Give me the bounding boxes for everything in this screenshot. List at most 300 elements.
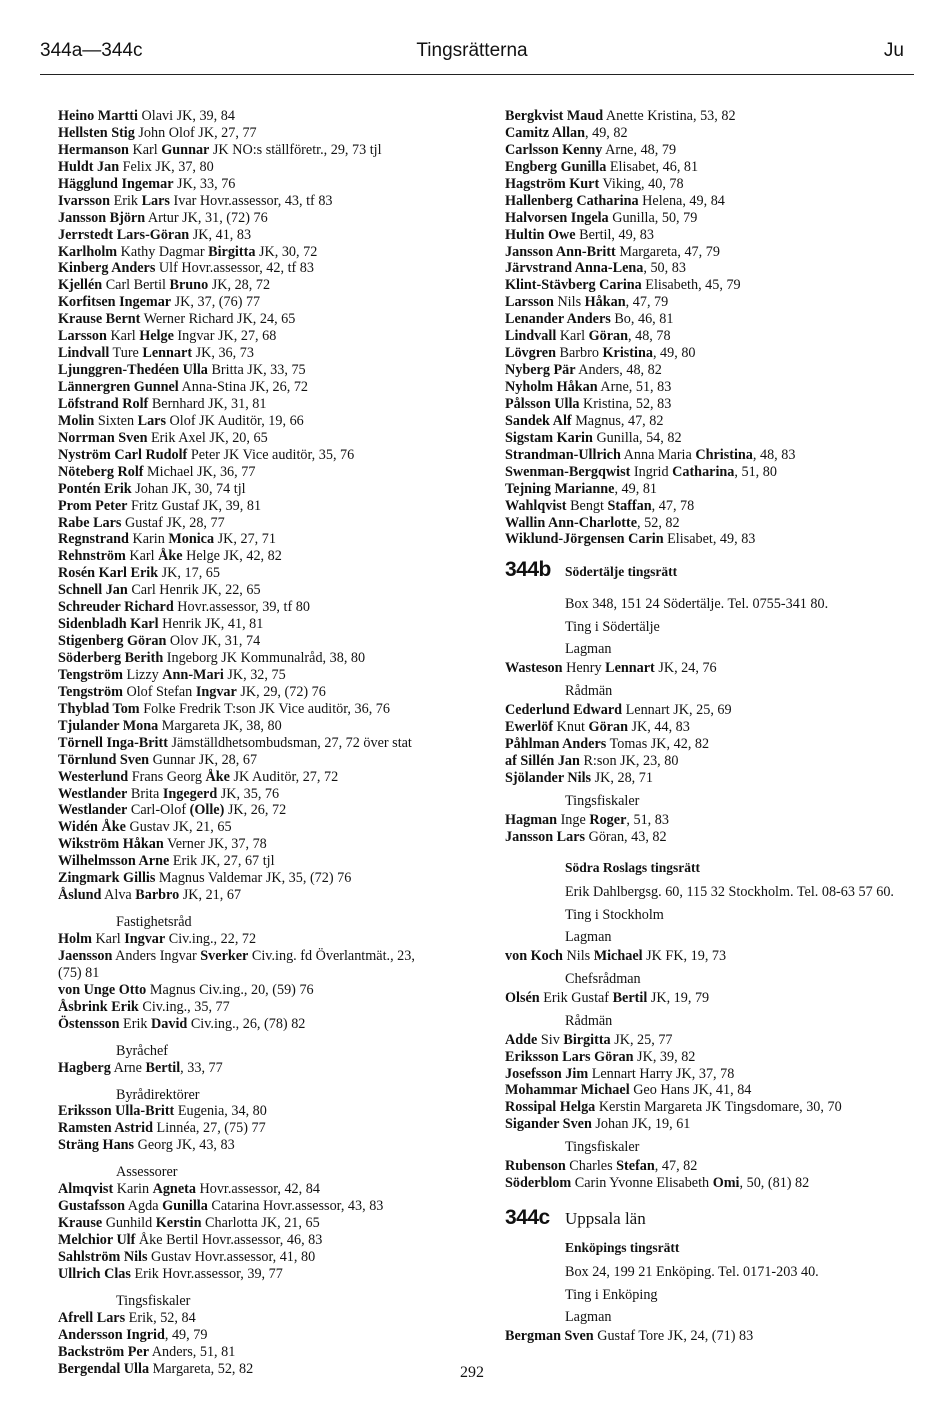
entry-name-part: Ivarsson — [58, 192, 111, 209]
entry-name-part: Christina — [695, 446, 753, 463]
entry-line — [58, 1016, 478, 1033]
entry-line — [58, 531, 478, 548]
entry-name: Engberg Gunilla — [505, 158, 607, 175]
entry-details-part: JK, 36, 73 — [192, 345, 254, 362]
entry-line — [58, 362, 478, 379]
entry-name: Pålsson Ulla — [505, 395, 580, 412]
entry-name: Järvstrand Anna-Lena — [505, 260, 644, 277]
spacer — [58, 1033, 478, 1043]
entry-line — [505, 227, 917, 244]
entry-name: von Unge Otto — [58, 981, 147, 998]
entry-details-part: Civ.ing., 22, 72 — [165, 931, 257, 947]
entry-line — [58, 965, 478, 982]
entry-details-part: JK, 26, 72 — [224, 802, 287, 819]
entry-details-part: JK FK, 19, 73 — [642, 947, 727, 964]
entry-line — [505, 990, 917, 1007]
entry-name-part: Rubenson — [505, 1158, 566, 1175]
entry-name-part: Catharina — [672, 463, 735, 480]
entry-line — [505, 719, 917, 736]
entry-name: Wilhelmsson Arne — [58, 853, 170, 870]
entry-line — [505, 1099, 917, 1116]
entry-line — [505, 210, 917, 227]
court-address: Erik Dahlbergsg. 60, 115 32 Stockholm. Tel. 08-63 57 60. — [565, 883, 894, 900]
page-header-section-range: 344a—344c — [40, 40, 143, 61]
entry-line — [505, 396, 917, 413]
entry-name-part: Wahlqvist — [505, 497, 567, 514]
entry-details: Verner JK, 37, 78 — [163, 836, 267, 853]
entry-line — [505, 498, 917, 515]
header-rule — [40, 74, 914, 75]
entry-line — [58, 582, 478, 599]
spacer — [505, 846, 917, 860]
entry-name-part: Hagman — [505, 811, 558, 828]
entry-details-part: Helge JK, 42, 82 — [182, 548, 282, 565]
entry-line — [58, 227, 478, 244]
entry-name-part: von Koch — [505, 947, 563, 964]
entry-details-part: Civ.ing., 26, (78) 82 — [187, 1015, 306, 1032]
entry-details: Anna-Stina JK, 26, 72 — [178, 379, 309, 395]
entry-name-part: Westlander — [58, 785, 128, 802]
entry-details-part: , 49, 80 — [652, 345, 696, 362]
entry-name-part: Almqvist — [58, 1181, 114, 1198]
entry-name-part: Adde — [505, 1031, 538, 1048]
left-column — [58, 108, 478, 1378]
entry-details-part: Kathy Dagmar — [117, 243, 209, 260]
entry-name-part: Lindvall — [58, 345, 110, 362]
role-heading: Assessorer — [116, 1164, 178, 1181]
entry-name: Ramsten Astrid — [58, 1120, 153, 1137]
entry-name-part: Staffan — [607, 497, 652, 514]
entry-details-part: JK, 44, 83 — [627, 719, 690, 736]
entry-name-part: Åke — [205, 768, 230, 785]
entry-name: Halvorsen Ingela — [505, 209, 609, 226]
entry-details-part: Karl — [128, 141, 162, 158]
entry-details: Elisabeth, 45, 79 — [641, 277, 741, 294]
entry-details: Artur JK, 31, (72) 76 — [145, 209, 268, 226]
entry-line — [58, 159, 478, 176]
entry-name-part: Omi — [712, 1175, 740, 1192]
entry-line — [505, 515, 917, 532]
entry-name: Rosén Karl Erik — [58, 565, 159, 582]
entry-name-part: Michael — [593, 947, 643, 964]
entry-details-part: Frans Georg — [128, 768, 206, 785]
entry-line — [58, 176, 478, 193]
entry-line — [58, 244, 478, 261]
entry-name-part: Hermanson — [58, 141, 129, 158]
entry-line — [58, 1232, 478, 1249]
entry-line — [505, 345, 917, 362]
entry-details-part: Catarina Hovr.assessor, 43, 83 — [207, 1198, 384, 1215]
entry-details-part: JK, 19, 79 — [647, 989, 710, 1006]
entry-line — [58, 836, 478, 853]
entry-line — [505, 812, 917, 829]
entry-details-part: JK, 27, 71 — [214, 531, 276, 548]
entry-name: Tejning Marianne — [505, 480, 615, 497]
entry-name: Hallenberg Catharina — [505, 192, 639, 209]
entry-line — [505, 531, 917, 548]
entry-line — [58, 464, 478, 481]
entry-name-part: Göran — [588, 328, 628, 345]
entry-details-part: Charles — [565, 1158, 617, 1175]
entry-details-part: Göran, 43, 82 — [585, 828, 667, 845]
entry-name: Eriksson Ulla-Britt — [58, 1103, 175, 1120]
entry-details: Margareta JK, 38, 80 — [158, 717, 282, 734]
entry-details-part: Lizzy — [122, 666, 163, 683]
entry-line — [505, 702, 917, 719]
entry-details: Arne, 48, 79 — [602, 141, 677, 158]
entry-details: Carl Henrik JK, 22, 65 — [127, 582, 261, 599]
entry-name-part: (Olle) — [189, 802, 225, 819]
entry-line — [505, 1158, 917, 1175]
entry-details: Folke Fredrik T:son JK Vice auditör, 36, 76 — [139, 700, 390, 717]
entry-name-part: Agneta — [152, 1181, 196, 1198]
entry-line — [58, 430, 478, 447]
entry-name: Ullrich Clas — [58, 1265, 131, 1282]
entry-line — [58, 1249, 478, 1266]
spacer — [58, 1154, 478, 1164]
entry-line — [58, 1198, 478, 1215]
entry-name: Norrman Sven — [58, 429, 148, 446]
role-heading: Lagman — [565, 1309, 612, 1326]
entry-details-part: JK Auditör, 27, 72 — [229, 768, 339, 785]
entry-name-part: Gunilla — [162, 1198, 208, 1215]
entry-line — [58, 999, 478, 1016]
entry-name: Thyblad Tom — [58, 700, 140, 717]
entry-details: Gustav Hovr.assessor, 41, 80 — [147, 1248, 316, 1265]
role-heading: Tingsfiskaler — [116, 1292, 191, 1309]
entry-details: Johan JK, 30, 74 tjl — [131, 480, 246, 497]
entry-line — [58, 413, 478, 430]
role-heading: Tingsfiskaler — [565, 1139, 640, 1156]
entry-name-part: Ann-Mari — [162, 666, 224, 683]
entry-line — [58, 667, 478, 684]
section-heading — [505, 1206, 917, 1240]
entry-details: Bernhard JK, 31, 81 — [148, 395, 267, 412]
entry-line — [58, 633, 478, 650]
spacer — [58, 904, 478, 914]
entry-details: Bertil, 49, 83 — [575, 226, 654, 243]
entry-details: Bo, 46, 81 — [610, 311, 674, 328]
entry-name-part: David — [151, 1015, 188, 1032]
court-address: Box 348, 151 24 Södertälje. Tel. 0755-341 80. — [565, 596, 829, 613]
entry-details-part: , 48, 78 — [628, 328, 671, 345]
entry-details: , 52, 82 — [637, 514, 680, 531]
entry-details: Magnus Civ.ing., 20, (59) 76 — [146, 981, 314, 998]
entry-details-part: , 51, 83 — [626, 811, 669, 828]
entry-details: Johan JK, 19, 61 — [591, 1116, 691, 1133]
entry-name: Lännergren Gunnel — [58, 379, 179, 395]
entry-details-part: , 48, 83 — [752, 446, 796, 463]
entry-details-part: , 33, 77 — [180, 1059, 223, 1076]
entry-details-part: Nils — [553, 294, 585, 311]
entry-details: Peter JK Vice auditör, 35, 76 — [187, 446, 355, 463]
entry-details-part: Nils — [562, 947, 594, 964]
entry-details: JK, 17, 65 — [158, 565, 220, 582]
entry-line — [505, 770, 917, 787]
section-heading — [505, 558, 917, 592]
entry-details-part: Ingrid — [630, 463, 673, 480]
entry-name-part: Bergman Sven — [505, 1328, 594, 1345]
entry-details-part: Ingvar JK, 27, 68 — [173, 328, 277, 345]
entry-name-part: Ingegerd — [162, 785, 218, 802]
entry-details-part: Karin — [113, 1181, 153, 1198]
entry-name-part: Molin — [58, 412, 95, 429]
entry-name-part: Bertil — [612, 989, 648, 1006]
entry-name: Zingmark Gillis — [58, 870, 156, 887]
entry-name: Melchior Ulf — [58, 1232, 136, 1248]
entry-name-part: Östensson — [58, 1015, 120, 1032]
entry-name: Wallin Ann-Charlotte — [505, 514, 638, 531]
entry-name-part: Ingvar — [195, 683, 237, 700]
entry-details: Helena, 49, 84 — [638, 192, 725, 209]
entry-line — [505, 142, 917, 159]
entry-name: af Sillén Jan — [505, 753, 580, 770]
entry-name-part: Åslund — [58, 887, 102, 904]
entry-name: Krause Bernt — [58, 311, 141, 328]
entry-name: Sigstam Karin — [505, 429, 593, 446]
entry-name-part: Jansson Lars — [505, 828, 586, 845]
entry-name-part: Bertil — [145, 1059, 181, 1076]
entry-name: Wiklund-Jörgensen Carin — [505, 531, 664, 548]
entry-name-part: Göran — [588, 719, 628, 736]
entry-name: Cederlund Edward — [505, 702, 623, 719]
entry-details-part: Olof JK Auditör, 19, 66 — [166, 412, 304, 429]
entry-details-part: Olof Stefan — [122, 683, 196, 700]
entry-name-part: Swenman-Bergqwist — [505, 463, 631, 480]
entry-line — [505, 464, 917, 481]
entry-name: Andersson Ingrid — [58, 1326, 165, 1343]
entry-line — [505, 1066, 917, 1083]
entry-details: Erik Axel JK, 20, 65 — [147, 429, 268, 446]
entry-line — [505, 193, 917, 210]
page-header-department: Ju — [883, 40, 904, 61]
entry-details-part: Erik — [110, 192, 142, 209]
entry-line — [505, 362, 917, 379]
entry-details: JK, 33, 76 — [173, 175, 236, 192]
entry-line — [505, 447, 917, 464]
entry-details-part: Anders Ingvar — [112, 947, 201, 964]
entry-name-part: Gustafsson — [58, 1198, 126, 1215]
entry-details-part: Karl — [91, 931, 125, 947]
entry-line — [505, 481, 917, 498]
entry-name-part: Lövgren — [505, 345, 556, 362]
entry-details: Georg JK, 43, 83 — [134, 1137, 235, 1154]
entry-line — [58, 1266, 478, 1283]
entry-line — [505, 413, 917, 430]
entry-details: Fritz Gustaf JK, 39, 81 — [127, 497, 262, 514]
entry-details: JK, 39, 82 — [633, 1048, 696, 1065]
entry-line — [505, 1116, 917, 1133]
entry-line — [58, 565, 478, 582]
entry-name: Sahlström Nils — [58, 1248, 148, 1265]
entry-line — [505, 108, 917, 125]
entry-details-part: JK, 21, 67 — [179, 887, 242, 904]
court-session-place: Ting i Stockholm — [565, 906, 664, 923]
entry-name-part: Roger — [589, 811, 627, 828]
entry-line — [58, 108, 478, 125]
entry-name-part: Tengström — [58, 683, 123, 700]
entry-name: Lenander Anders — [505, 311, 611, 328]
entry-line — [505, 311, 917, 328]
role-heading: Chefsrådman — [565, 970, 641, 987]
entry-name-part: Lennart — [605, 660, 655, 677]
entry-name: Törnlund Sven — [58, 751, 150, 768]
entry-details: Lennart JK, 25, 69 — [622, 702, 732, 719]
entry-line — [58, 1344, 478, 1361]
entry-name: Rabe Lars — [58, 514, 122, 531]
court-name: Södra Roslags tingsrätt — [565, 859, 701, 875]
section-number: 344b — [505, 558, 551, 582]
entry-details: Erik Hovr.assessor, 39, 77 — [130, 1265, 283, 1282]
entry-details: Åke Bertil Hovr.assessor, 46, 83 — [135, 1232, 323, 1248]
spacer — [505, 548, 917, 558]
spacer — [505, 1192, 917, 1206]
entry-name-part: Birgitta — [208, 243, 256, 260]
entry-name: Hägglund Ingemar — [58, 175, 174, 192]
entry-line — [58, 769, 478, 786]
entry-line — [58, 982, 478, 999]
entry-details: JK, 41, 83 — [189, 226, 252, 243]
entry-name-part: Gunnar — [161, 141, 210, 158]
entry-name-part: Larsson — [505, 294, 554, 311]
entry-name: Hagström Kurt — [505, 175, 600, 192]
page-header-title: Tingsrätterna — [416, 40, 528, 61]
entry-name: Törnell Inga-Britt — [58, 734, 168, 751]
entry-line — [58, 819, 478, 836]
entry-details-part: Hovr.assessor, 42, 84 — [195, 1181, 320, 1198]
entry-line — [505, 159, 917, 176]
entry-name: Sandek Alf — [505, 412, 572, 429]
entry-details-part: Karl — [106, 328, 140, 345]
entry-details-part: JK, 24, 76 — [654, 660, 717, 677]
entry-name-part: Olsén — [505, 989, 540, 1006]
section-number: 344c — [505, 1206, 550, 1230]
entry-name: Backström Per — [58, 1343, 150, 1360]
entry-name: Eriksson Lars Göran — [505, 1048, 634, 1065]
entry-line — [505, 1082, 917, 1099]
entry-name-part: Ewerlöf — [505, 719, 554, 736]
entry-name: Sjölander Nils — [505, 770, 592, 787]
court-session-place: Ting i Södertälje — [565, 619, 660, 636]
entry-name: Carlsson Kenny — [505, 141, 603, 158]
entry-line — [58, 684, 478, 701]
entry-details: Erik, 52, 84 — [125, 1309, 196, 1326]
entry-details-part: Inge — [557, 811, 590, 828]
entry-details: Arne, 51, 83 — [597, 379, 672, 395]
entry-details: Geo Hans JK, 41, 84 — [629, 1082, 752, 1099]
entry-line — [58, 447, 478, 464]
entry-name-part: Tengström — [58, 666, 123, 683]
entry-name-part: Jaensson — [58, 947, 113, 964]
entry-details-part: Gustaf Tore JK, 24, (71) 83 — [593, 1328, 754, 1345]
entry-line — [58, 311, 478, 328]
entry-name-part: Larsson — [58, 328, 107, 345]
entry-line — [505, 829, 917, 846]
entry-line — [505, 948, 917, 965]
entry-details: , 49, 79 — [164, 1326, 208, 1343]
entry-line — [58, 481, 478, 498]
entry-details: Lennart Harry JK, 37, 78 — [588, 1065, 735, 1082]
entry-details-part: Karl — [125, 548, 159, 565]
entry-name: Pontén Erik — [58, 480, 132, 497]
entry-name: Klint-Stävberg Carina — [505, 277, 642, 294]
entry-line — [58, 802, 478, 819]
entry-name-part: Bruno — [169, 277, 209, 294]
role-heading: Byråchef — [116, 1042, 168, 1059]
entry-line — [505, 1175, 917, 1192]
entry-details-part: , 50, (81) 82 — [739, 1175, 810, 1192]
entry-name: Rossipal Helga — [505, 1099, 596, 1116]
entry-line — [58, 931, 478, 948]
entry-line — [505, 1032, 917, 1049]
entry-name-part: Birgitta — [563, 1031, 611, 1048]
entry-line — [58, 887, 478, 904]
entry-name: Jansson Ann-Britt — [505, 243, 616, 260]
entry-name-part: Westlander — [58, 802, 128, 819]
entry-name: Heino Martti — [58, 108, 138, 124]
entry-line — [505, 176, 917, 193]
entry-details-part: Gunhild — [102, 1215, 156, 1232]
entry-details-part: JK, 29, (72) 76 — [236, 683, 326, 700]
entry-details-part: Civ.ing. fd Överlantmät., 23, — [248, 947, 415, 964]
entry-details: Tomas JK, 42, 82 — [606, 736, 710, 753]
entry-name: Påhlman Anders — [505, 736, 607, 753]
entry-details-part: , 47, 78 — [651, 497, 695, 514]
entry-details: Gunilla, 54, 82 — [592, 429, 682, 446]
role-heading: Rådmän — [565, 1012, 613, 1029]
entry-name-part: Helge — [139, 328, 174, 345]
entry-line — [505, 328, 917, 345]
entry-details: Ingeborg JK Kommunalråd, 38, 80 — [163, 650, 366, 666]
entry-details: , 49, 81 — [614, 480, 658, 497]
role-heading: Lagman — [565, 928, 612, 945]
entry-details: Eugenia, 34, 80 — [174, 1103, 267, 1120]
entry-details: Gustaf JK, 28, 77 — [121, 514, 225, 531]
entry-line — [58, 1060, 478, 1077]
entry-details-part: Ivar Hovr.assessor, 43, tf 83 — [169, 192, 333, 209]
entry-details: Margareta, 52, 82 — [149, 1360, 254, 1377]
entry-name: Nyholm Håkan — [505, 379, 598, 395]
entry-line — [505, 1049, 917, 1066]
entry-details-part: JK, 25, 77 — [610, 1031, 673, 1048]
entry-details: Elisabet, 46, 81 — [606, 158, 699, 175]
entry-line — [58, 1327, 478, 1344]
entry-details: Gunilla, 50, 79 — [608, 209, 698, 226]
entry-line — [505, 260, 917, 277]
entry-name: Nyström Carl Rudolf — [58, 446, 188, 463]
entry-line — [58, 650, 478, 667]
role-heading: Rådmän — [565, 683, 613, 700]
entry-name: Huldt Jan — [58, 158, 120, 175]
entry-details-part: JK, 32, 75 — [223, 666, 286, 683]
entry-details: , 50, 83 — [643, 260, 686, 277]
entry-name-part: Hagberg — [58, 1059, 111, 1076]
entry-name: Löfstrand Rolf — [58, 395, 149, 412]
entry-name-part: Westerlund — [58, 768, 129, 785]
role-heading: Fastighetsråd — [116, 914, 192, 931]
entry-name-part: Monica — [168, 531, 215, 548]
entry-name: Wikström Håkan — [58, 836, 164, 853]
section-title: Uppsala län — [565, 1209, 646, 1229]
entry-details-part: Carl-Olof — [127, 802, 190, 819]
entry-details: Gustav JK, 21, 65 — [125, 819, 232, 836]
entry-line — [58, 193, 478, 210]
entry-line — [58, 735, 478, 752]
entry-name: Hultin Owe — [505, 226, 576, 243]
entry-name-part: Ingvar — [124, 931, 166, 947]
entry-line — [58, 396, 478, 413]
entry-details: Olov JK, 31, 74 — [166, 633, 261, 650]
